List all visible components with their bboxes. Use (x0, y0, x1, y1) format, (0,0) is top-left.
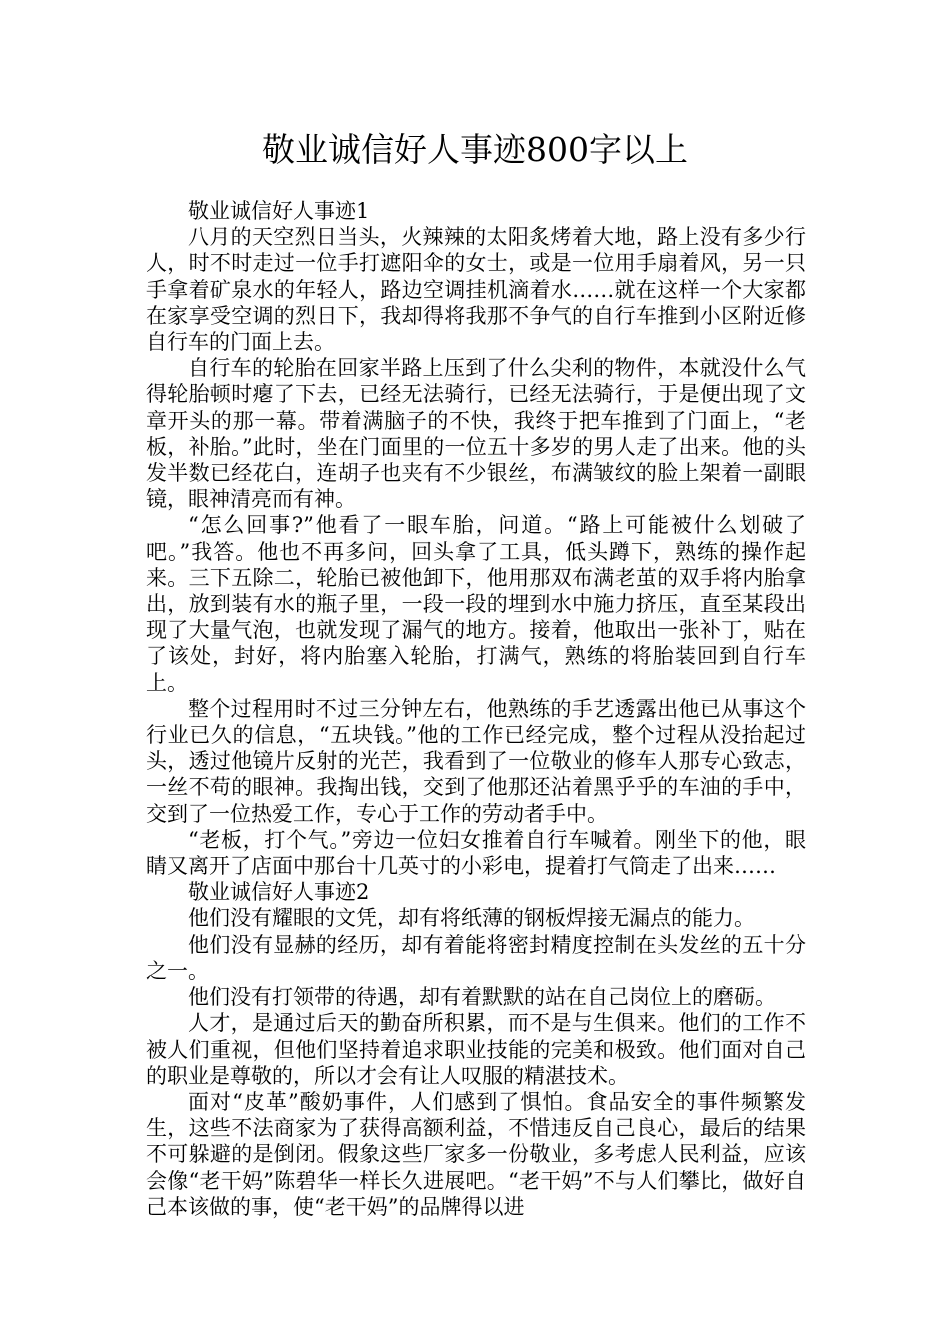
document-body (146, 198, 806, 1220)
paragraph: 八月的天空烈日当头，火辣辣的太阳炙烤着大地，路上没有多少行人，时不时走过一位手打遮阳伞的女士，或是一位用手扇着风，另一只手拿着矿泉水的年轻人，路边空调挂机滴着水……就在这样一个大家都在家享受空调的烈日下，我却得将我那不争气的自行车推到小区附近修自行车的门面上去。 (146, 225, 806, 355)
paragraph: 自行车的轮胎在回家半路上压到了什么尖利的物件，本就没什么气得轮胎顿时瘪了下去，已经无法骑行，已经无法骑行，于是便出现了文章开头的那一幕。带着满脑子的不快，我终于把车推到了门面上，“老板，补胎。”此时，坐在门面里的一位五十多岁的男人走了出来。他的头发半数已经花白，连胡子也夹有不少银丝，布满皱纹的脸上架着一副眼镜，眼神清亮而有神。 (146, 356, 806, 512)
paragraph: “怎么回事?”他看了一眼车胎，问道。“路上可能被什么划破了吧。”我答。他也不再多问，回头拿了工具，低头蹲下，熟练的操作起来。三下五除二，轮胎已被他卸下，他用那双布满老茧的双手将内胎拿出，放到装有水的瓶子里，一段一段的埋到水中施力挤压，直至某段出现了大量气泡，也就发现了漏气的地方。接着，他取出一张补丁，贴在了该处，封好，将内胎塞入轮胎，打满气，熟练的将胎装回到自行车上。 (146, 513, 806, 695)
paragraph: 整个过程用时不过三分钟左右，他熟练的手艺透露出他已从事这个行业已久的信息，“五块钱。”他的工作已经完成，整个过程从没抬起过头，透过他镜片反射的光芒，我看到了一位敬业的修车人那专心致志，一丝不苟的眼神。我掏出钱，交到了他那还沾着黑乎乎的车油的手中，交到了一位热爱工作，专心于工作的劳动者手中。 (146, 696, 806, 826)
paragraph: 他们没有打领带的待遇，却有着默默的站在自己岗位上的磨砺。 (188, 985, 776, 1010)
paragraph: 他们没有显赫的经历，却有着能将密封精度控制在头发丝的五十分之一。 (146, 932, 806, 983)
section-heading-2: 敬业诚信好人事迹2 (188, 880, 370, 905)
document-title: 敬业诚信好人事迹800字以上 (262, 130, 688, 169)
paragraph: “老板，打个气。”旁边一位妇女推着自行车喊着。刚坐下的他，眼睛又离开了店面中那台十几英寸的小彩电，提着打气筒走了出来…… (146, 827, 806, 879)
paragraph: 面对“皮革”酸奶事件，人们感到了惧怕。食品安全的事件频繁发生，这些不法商家为了获得高额利益，不惜违反自己良心，最后的结果不可躲避的是倒闭。假象这些厂家多一份敬业，多考虑人民利益，应该会像“老干妈”陈碧华一样长久进展吧。“老干妈”不与人们攀比，做好自己本该做的事，使“老干妈”的品牌得以进 (146, 1089, 806, 1219)
paragraph: 他们没有耀眼的文凭，却有将纸薄的钢板焊接无漏点的能力。 (188, 906, 755, 931)
section-heading-1: 敬业诚信好人事迹1 (188, 199, 370, 223)
paragraph: 人才，是通过后天的勤奋所积累，而不是与生俱来。他们的工作不被人们重视，但他们坚持着追求职业技能的完美和极致。他们面对自己的职业是尊敬的，所以才会有让人叹服的精湛技术。 (146, 1011, 806, 1088)
